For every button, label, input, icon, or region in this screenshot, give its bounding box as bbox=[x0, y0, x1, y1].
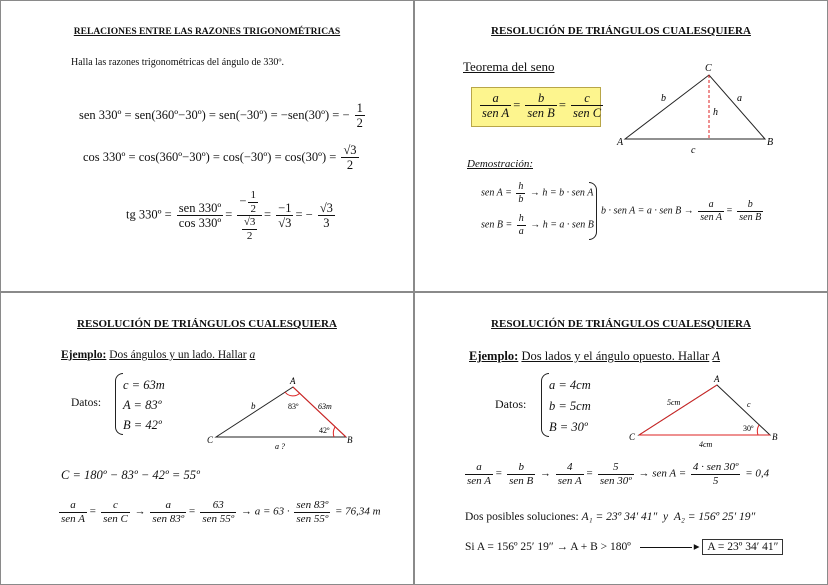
frac-den: 2 bbox=[346, 158, 354, 173]
panel-title: RESOLUCIÓN DE TRIÁNGULOS CUALESQUIERA bbox=[491, 25, 751, 37]
panel-title: RESOLUCIÓN DE TRIÁNGULOS CUALESQUIERA bbox=[77, 318, 337, 330]
discard-line bbox=[465, 539, 783, 553]
frac-den: sen B bbox=[527, 106, 555, 121]
vertex-B: B bbox=[347, 435, 353, 445]
mid-expression: → sen A = bbox=[638, 467, 687, 480]
angle-A: 83º bbox=[288, 402, 299, 411]
vertex-B: B bbox=[772, 432, 778, 442]
cos-equation bbox=[83, 143, 361, 173]
brace bbox=[589, 182, 597, 240]
panel-example-two-angles bbox=[0, 292, 414, 585]
solution-equation: $\frac{a}{\text{sen A}}$ = $\frac{c}{\text{sen C}}$ → $\frac{a}{\text{sen 83º}}$ = $\frac{63}{\text{sen 55º}}$ → a = 63 · $\frac{\text{sen 83º}}{\text{sen 55º}}$ = 76,34 m bbox=[61, 499, 381, 525]
demo-line-1 bbox=[481, 181, 593, 205]
given-B: B = 42º bbox=[123, 418, 162, 432]
theorem-title: Teorema del seno bbox=[463, 59, 555, 74]
panel-trig-relations bbox=[0, 0, 414, 292]
frac-den: 2 bbox=[250, 202, 256, 215]
law-of-sines-box: $\frac{a}{\text{sen A}}$ = $\frac{b}{\text{sen B}}$ = $\frac{c}{\text{sen C}}$ bbox=[471, 87, 601, 127]
cos-fraction bbox=[341, 143, 358, 173]
brace bbox=[115, 373, 123, 435]
arrow-head-icon: ▸ bbox=[693, 541, 700, 553]
frac-num: a bbox=[59, 499, 87, 513]
frac-num: a bbox=[465, 461, 493, 475]
example-text: Dos ángulos y un lado. Hallar bbox=[109, 349, 247, 361]
angle-C-equation: C = 180º − 83º − 42º = 55º bbox=[61, 468, 200, 482]
triangle-diagram bbox=[625, 373, 795, 448]
frac-den: 5 bbox=[712, 474, 719, 487]
tg-fraction-1 bbox=[177, 201, 223, 231]
example-var: a bbox=[249, 349, 256, 361]
solution-connector: y bbox=[663, 511, 669, 523]
given-B: B = 30º bbox=[549, 420, 588, 434]
side-c: c bbox=[691, 145, 696, 156]
demo-conclusion: b · sen A = a · sen B → $\frac{a}{\text{sen A}}$ = $\frac{b}{\text{sen B}}$ bbox=[601, 199, 762, 223]
demo-rhs: → h = a · sen B bbox=[530, 219, 594, 231]
demo-line-2 bbox=[481, 213, 594, 237]
cos-expression: cos 330º = cos(360º−30º) = cos(−30º) = cos(30º) = bbox=[83, 149, 337, 164]
side-a: a ? bbox=[275, 442, 285, 450]
frac-num: 4 · sen 30º bbox=[692, 461, 739, 473]
frac-num: √3 bbox=[343, 143, 357, 157]
frac-den: 2 bbox=[246, 229, 253, 242]
example-label: Ejemplo: bbox=[469, 349, 519, 363]
side-b: b bbox=[251, 401, 256, 411]
solution-2: A₂ = 156º 25′ 19″ bbox=[673, 511, 756, 523]
frac-den: sen C bbox=[103, 512, 128, 525]
side-c: 63m bbox=[318, 402, 332, 411]
frac-den: sen 83º bbox=[152, 512, 185, 525]
result-value: = 76,34 m bbox=[334, 505, 381, 518]
frac-num: a bbox=[492, 91, 499, 105]
solution-1: A₁ = 23º 34′ 41″ bbox=[581, 511, 658, 523]
triangle-diagram bbox=[615, 61, 785, 156]
datos-label: Datos: bbox=[495, 397, 527, 411]
example-heading bbox=[61, 349, 255, 361]
sen-fraction bbox=[355, 101, 365, 131]
angle-B: 42º bbox=[319, 426, 330, 435]
side-a: 4cm bbox=[699, 440, 713, 448]
given-data bbox=[549, 375, 591, 438]
frac-num: b bbox=[737, 199, 763, 212]
solutions-label: Dos posibles soluciones: bbox=[465, 511, 579, 523]
frac-num: − $\frac{1}{2}$ bbox=[237, 189, 262, 216]
height-h: h bbox=[713, 107, 718, 118]
frac-num: sen 83º bbox=[296, 499, 329, 511]
example-label: Ejemplo: bbox=[61, 349, 107, 361]
frac-den: 2 bbox=[356, 116, 363, 131]
given-A: A = 83º bbox=[123, 398, 162, 412]
frac-den: cos 330º bbox=[178, 216, 222, 231]
sen-expression: sen 330º = sen(360º−30º) = sen(−30º) = −sen(30º) = − bbox=[79, 107, 350, 122]
side-b: 5cm bbox=[667, 398, 681, 407]
sen-equation bbox=[79, 101, 367, 131]
given-a: a = 4cm bbox=[549, 378, 591, 392]
vertex-B: B bbox=[767, 137, 774, 148]
tg-label: tg 330º = bbox=[126, 207, 172, 222]
exercise-prompt: Halla las razones trigonométricas del ángulo de 330º. bbox=[71, 57, 285, 68]
example-var: A bbox=[712, 349, 721, 363]
frac-den: sen A bbox=[467, 474, 491, 487]
example-text: Dos lados y el ángulo opuesto. Hallar bbox=[521, 349, 710, 363]
tg-fraction-4 bbox=[318, 201, 335, 231]
frac-den: b bbox=[518, 193, 524, 205]
frac-num: 4 bbox=[556, 461, 584, 475]
vertex-C: C bbox=[629, 432, 636, 442]
given-c: c = 63m bbox=[123, 378, 165, 392]
frac-den: sen A bbox=[61, 512, 85, 525]
frac-den: sen B bbox=[739, 211, 762, 223]
vertex-A: A bbox=[617, 137, 624, 148]
brace bbox=[541, 373, 549, 437]
frac-num: √3 bbox=[243, 216, 256, 229]
side-a: a bbox=[737, 93, 742, 104]
demo-lhs: sen B = bbox=[481, 219, 513, 231]
demonstration-label: Demostración: bbox=[467, 158, 533, 170]
frac-num: b bbox=[537, 91, 545, 105]
panel-title: RESOLUCIÓN DE TRIÁNGULOS CUALESQUIERA bbox=[491, 318, 751, 330]
panel-title: RELACIONES ENTRE LAS RAZONES TRIGONOMÉTRICAS bbox=[73, 27, 341, 37]
angle-B: 30º bbox=[743, 424, 754, 433]
final-answer: A = 23º 34′ 41″ bbox=[702, 539, 783, 555]
frac-num: c bbox=[101, 499, 130, 513]
arrow-line bbox=[640, 547, 692, 548]
frac-num: 63 bbox=[200, 499, 236, 513]
triangle-diagram bbox=[201, 375, 361, 450]
frac-num: sen 330º bbox=[178, 200, 222, 215]
sine-law-equation: $\frac{a}{\text{sen A}}$ = $\frac{b}{\text{sen B}}$ → $\frac{4}{\text{sen A}}$ = $\frac{5}{\text{sen 30º}}$ → sen A = $\frac{\text{4 · sen 30º}}{5}$ = 0,4 bbox=[467, 461, 770, 487]
datos-label: Datos: bbox=[71, 397, 102, 409]
frac-num: c bbox=[584, 91, 590, 105]
frac-den: a bbox=[518, 225, 524, 237]
demo-conclusion-text: b · sen A = a · sen B → bbox=[601, 205, 694, 217]
frac-num: a bbox=[150, 499, 186, 513]
given-data bbox=[123, 375, 165, 435]
frac-den bbox=[237, 216, 262, 242]
given-b: b = 5cm bbox=[549, 399, 591, 413]
frac-num: 1 bbox=[250, 189, 256, 201]
vertex-A: A bbox=[290, 376, 296, 386]
frac-num: 5 bbox=[598, 461, 634, 475]
side-b: b bbox=[661, 93, 666, 104]
result-prefix: → a = 63 · bbox=[240, 505, 290, 518]
frac-num: b bbox=[507, 461, 535, 475]
frac-den: sen C bbox=[573, 106, 602, 121]
panel-example-two-sides bbox=[414, 292, 828, 585]
frac-num: √3 bbox=[319, 200, 333, 215]
tg-fraction-2 bbox=[237, 189, 262, 243]
frac-den: sen A bbox=[557, 474, 582, 487]
frac-num: 1 bbox=[356, 101, 363, 115]
vertex-A: A bbox=[714, 374, 720, 384]
result-value: = 0,4 bbox=[745, 467, 770, 480]
solutions-line bbox=[465, 511, 755, 523]
demo-rhs: → h = b · sen A bbox=[529, 187, 594, 199]
frac-den: 3 bbox=[323, 216, 330, 231]
tg-fraction-3 bbox=[276, 201, 293, 231]
vertex-C: C bbox=[207, 435, 214, 445]
frac-num: h bbox=[518, 181, 524, 192]
frac-den: √3 bbox=[278, 216, 292, 231]
frac-den: sen A bbox=[482, 106, 510, 121]
tg-equation: tg 330º = $\frac{\text{sen 330º}}{\text{cos 330º}}$ = − $\frac{1}{2}$ $\frac{√3}{2}$ = $\frac{-1}{√3}$ = − $\frac{√3}{3}$ bbox=[126, 189, 333, 242]
frac-den: sen B bbox=[509, 474, 534, 487]
frac-den: sen 30º bbox=[599, 474, 632, 487]
panel-law-of-sines bbox=[414, 0, 828, 292]
frac-num: −1 bbox=[278, 200, 292, 215]
demo-lhs: sen A = bbox=[481, 187, 512, 199]
example-heading bbox=[469, 349, 720, 364]
frac-den: sen A bbox=[700, 211, 723, 223]
side-c: c bbox=[747, 400, 751, 409]
frac-num: a bbox=[698, 199, 724, 212]
vertex-C: C bbox=[705, 63, 712, 74]
frac-den: sen 55º bbox=[202, 512, 235, 525]
frac-den: sen 55º bbox=[296, 512, 329, 525]
frac-num: h bbox=[518, 213, 524, 224]
discard-text: Si A = 156º 25′ 19″ → A + B > 180º bbox=[465, 541, 631, 553]
